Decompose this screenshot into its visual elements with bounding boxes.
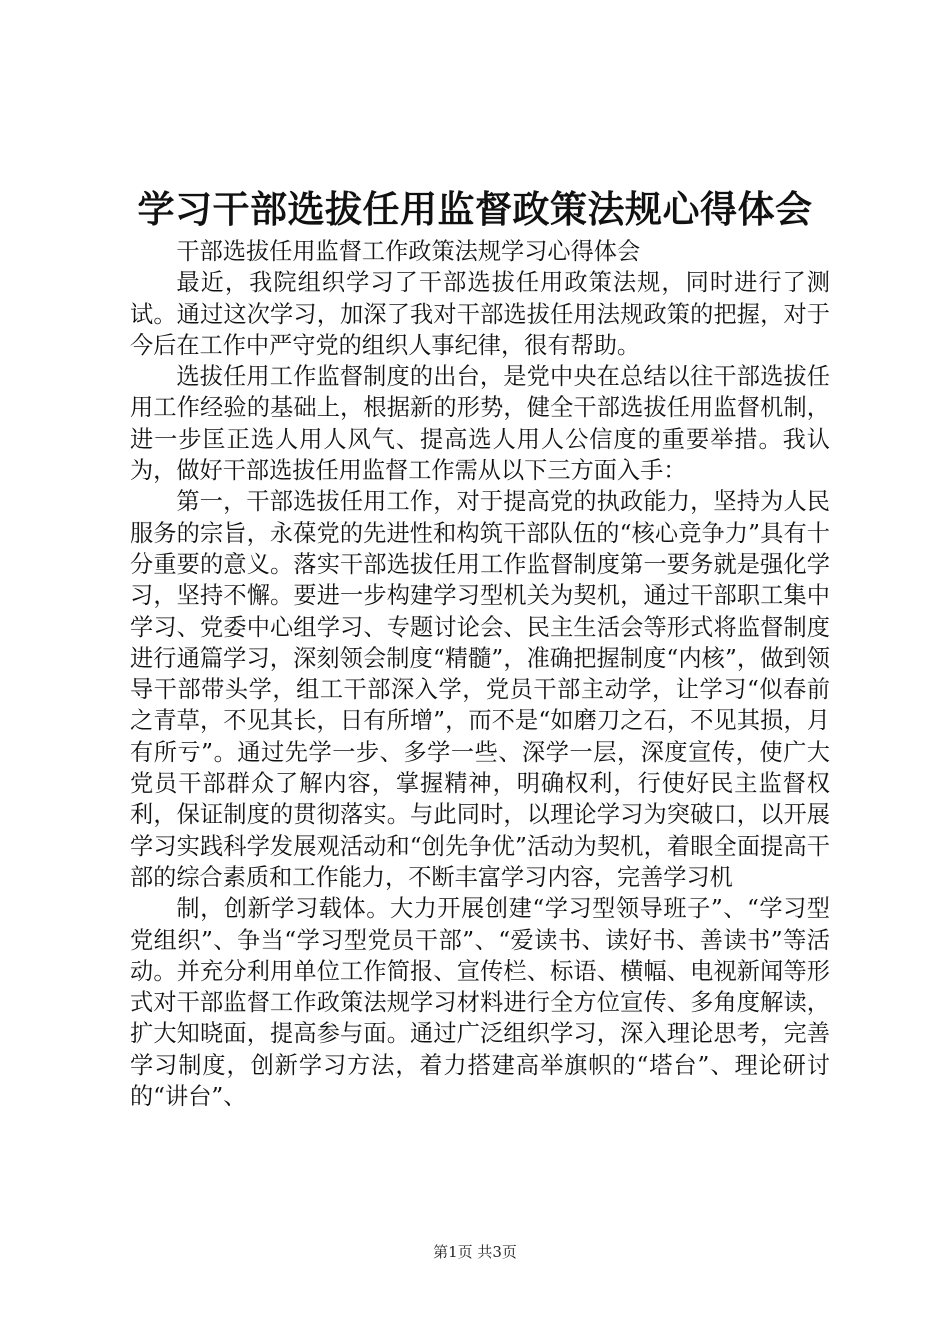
- page-footer: 第1页 共3页: [433, 1243, 517, 1261]
- paragraph-background: 选拔任用工作监督制度的出台，是党中央在总结以往干部选拔任用工作经验的基础上，根据新的形势，健全干部选拔任用监督机制，进一步匡正选人用人风气、提高选人用人公信度的重要举措。我认为，做好干部选拔任用监督工作需从以下三方面入手：: [130, 363, 830, 485]
- paragraph-subtitle: 干部选拔任用监督工作政策法规学习心得体会: [176, 238, 641, 265]
- paragraph-continuation: 制，创新学习载体。大力开展创建“学习型领导班子”、“学习型党组织”、争当“学习型党员干部”、“爱读书、读好书、善读书”等活动。并充分利用单位工作简报、宣传栏、标语、横幅、电视新闻等形式对干部监督工作政策法规学习材料进行全方位宣传、多角度解读，扩大知晓面，提高参与面。通过广泛组织学习，深入理论思考，完善学习制度，创新学习方法，着力搭建高举旗帜的“塔台”、理论研讨的“讲台”、: [130, 895, 830, 1111]
- paragraph-intro: 最近，我院组织学习了干部选拔任用政策法规，同时进行了测试。通过这次学习，加深了我对干部选拔任用法规政策的把握，对于今后在工作中严守党的组织人事纪律，很有帮助。: [130, 269, 830, 359]
- document-title: 学习干部选拔任用监督政策法规心得体会: [137, 187, 813, 231]
- document-body: [130, 236, 830, 1112]
- paragraph-point-one: 第一，干部选拔任用工作，对于提高党的执政能力，坚持为人民服务的宗旨，永葆党的先进性和构筑干部队伍的“核心竞争力”具有十分重要的意义。落实干部选拔任用工作监督制度第一要务就是强化学习，坚持不懈。要进一步构建学习型机关为契机，通过干部职工集中学习、党委中心组学习、专题讨论会、民主生活会等形式将监督制度进行通篇学习，深刻领会制度“精髓”，准确把握制度“内核”，做到领导干部带头学，组工干部深入学，党员干部主动学，让学习“似春前之青草，不见其长，日有所增”，而不是“如磨刀之石，不见其损，月有所亏”。通过先学一步、多学一些、深学一层，深度宣传，使广大党员干部群众了解内容，掌握精神，明确权利，行使好民主监督权利，保证制度的贯彻落实。与此同时，以理论学习为突破口，以开展学习实践科学发展观活动和“创先争优”活动为契机，着眼全面提高干部的综合素质和工作能力，不断丰富学习内容，完善学习机: [130, 488, 830, 891]
